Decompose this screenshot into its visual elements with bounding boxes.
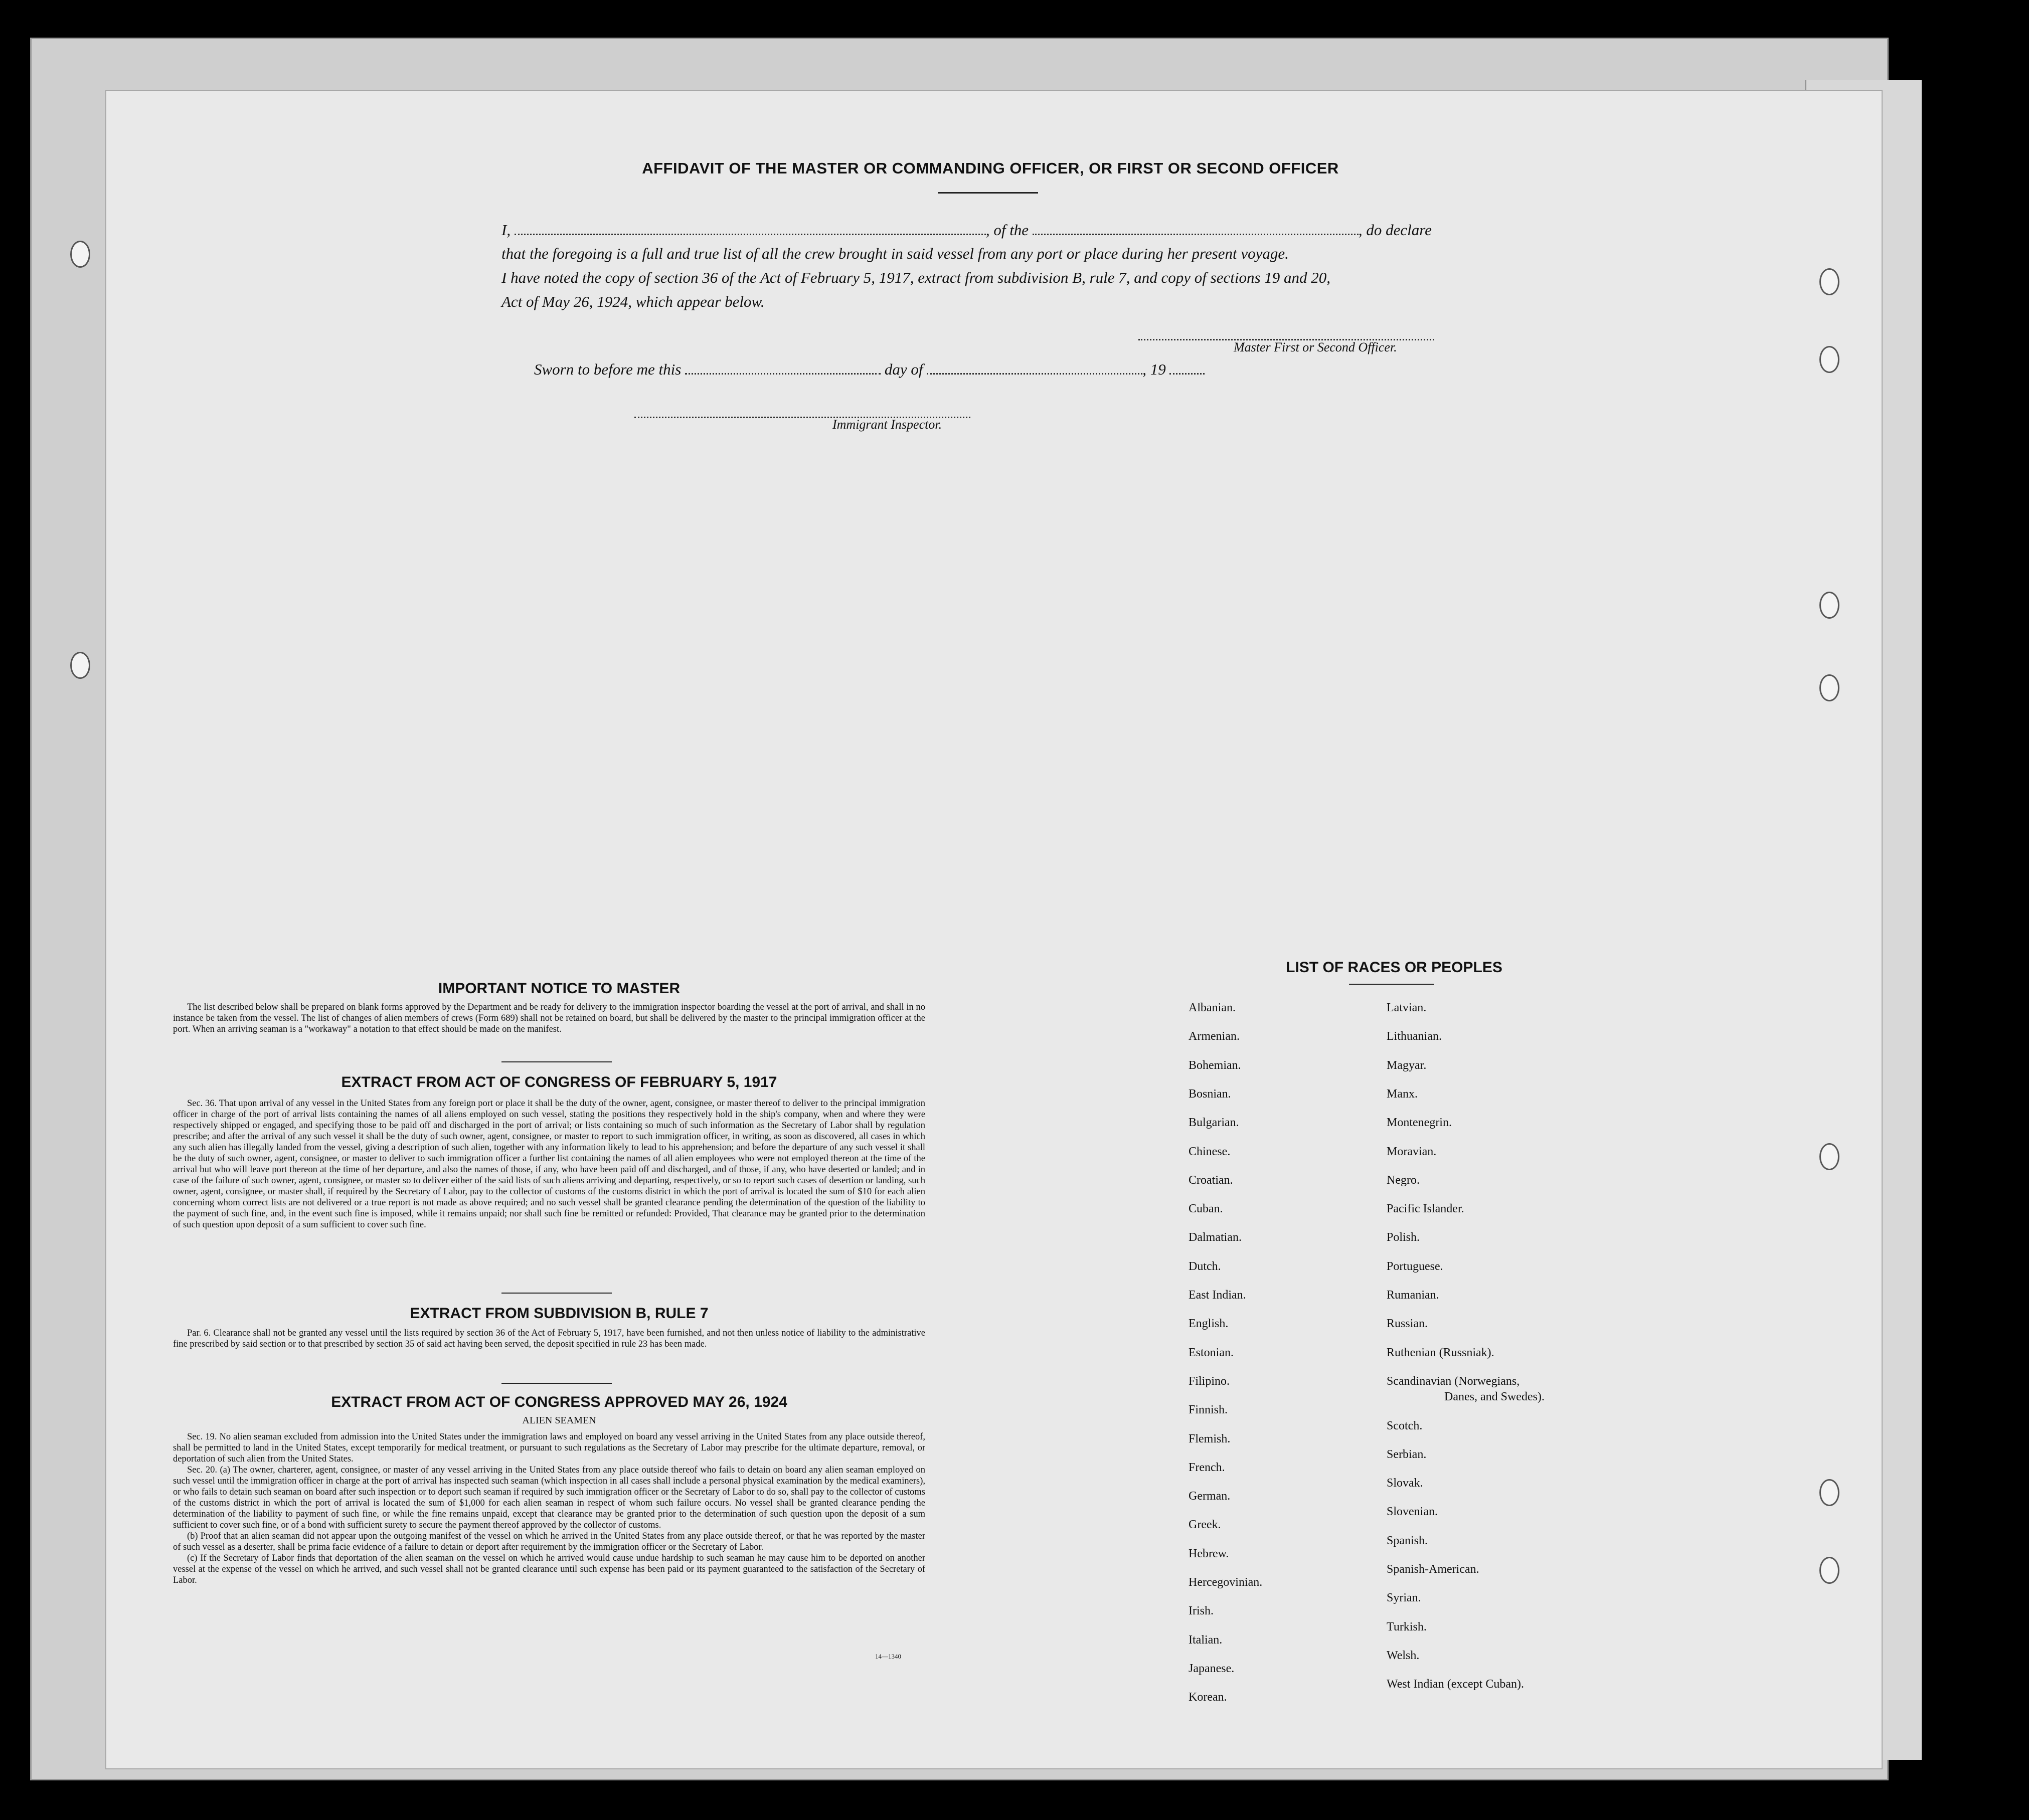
section-rule xyxy=(501,1383,612,1384)
race-item: Serbian. xyxy=(1387,1447,1427,1461)
punch-hole xyxy=(1819,592,1839,619)
notice-paragraph: The list described below shall be prepared on blank forms approved by the Department and be ready for delivery to the immigration inspector boarding the vessel at the port of arrival, and shall in no instance be taken from the vessel. The list of changes of alien members of crews (Form 689) shall not be retained on board, but shall be delivered by the master to the principal immigration officer at the port. When an arriving seaman is a "workaway" a notation to that effect should be made on the manifest. xyxy=(173,1002,925,1034)
sworn-label: Sworn to before me this xyxy=(534,360,682,378)
title-rule xyxy=(938,192,1038,194)
extract-rule7-title: EXTRACT FROM SUBDIVISION B, RULE 7 xyxy=(410,1305,709,1322)
extract-rule7-body xyxy=(173,1328,925,1350)
sworn-year-field[interactable] xyxy=(1169,360,1205,375)
race-item: East Indian. xyxy=(1189,1289,1246,1302)
race-item: Turkish. xyxy=(1387,1620,1427,1633)
race-item: Greek. xyxy=(1189,1518,1221,1532)
race-item: Filipino. xyxy=(1189,1374,1230,1388)
race-item: Scandinavian (Norwegians, xyxy=(1387,1374,1520,1388)
day-of-label: day of xyxy=(884,360,923,378)
race-item: English. xyxy=(1189,1317,1229,1331)
affidavit-line-4: Act of May 26, 1924, which appear below. xyxy=(501,293,765,310)
extract-1924-title: EXTRACT FROM ACT OF CONGRESS APPROVED MAY 26, 1924 xyxy=(331,1394,787,1410)
master-signature-label: Master First or Second Officer. xyxy=(1234,340,1397,354)
form-number: 14—1340 xyxy=(875,1653,901,1660)
race-item: Portuguese. xyxy=(1387,1259,1443,1273)
affidavit-line-3: I have noted the copy of section 36 of the Act of February 5, 1917, extract from subdivision B, rule 7, and copy of sections 19 and 20, xyxy=(501,269,1331,286)
sec-19-paragraph: Sec. 19. No alien seaman excluded from admission into the United States under the immigration laws and employed on board any vessel arriving in the United States from any place outside thereof, shall be permitted to land in the United States, except temporarily for medical treatment, or pursuant to such regulations as the Secretary of Labor may prescribe for the ultimate departure, removal, or deportation of such alien from the United States. xyxy=(173,1432,925,1464)
race-item: Russian. xyxy=(1387,1317,1428,1331)
sec-20b-paragraph: (b) Proof that an alien seaman did not appear upon the outgoing manifest of the vessel on which he arrived in the United States from any place outside thereof, or that he was reported by the master of such vessel as a deserter, shall be prima facie evidence of a failure to detain or deport after requirement by the immigration officer or the Secretary of Labor. xyxy=(173,1531,925,1552)
inspector-signature-field[interactable] xyxy=(634,404,970,418)
vessel-field[interactable] xyxy=(1033,221,1359,235)
notice-title: IMPORTANT NOTICE TO MASTER xyxy=(438,980,681,997)
sworn-day-field[interactable] xyxy=(685,360,881,375)
of-the-label: , of the xyxy=(985,221,1029,239)
race-item: Albanian. xyxy=(1189,1001,1236,1014)
sworn-line xyxy=(534,360,1205,379)
i-label: I, xyxy=(501,221,511,239)
punch-hole xyxy=(1819,1479,1839,1506)
notice-body xyxy=(173,1002,925,1035)
sworn-month-field[interactable] xyxy=(927,360,1142,375)
race-item: Manx. xyxy=(1387,1087,1418,1101)
race-item: Japanese. xyxy=(1189,1662,1235,1675)
extract-1917-title: EXTRACT FROM ACT OF CONGRESS OF FEBRUARY 5, 1917 xyxy=(341,1074,777,1090)
races-title-rule xyxy=(1349,984,1434,985)
race-item: West Indian (except Cuban). xyxy=(1387,1678,1524,1691)
race-item: Dalmatian. xyxy=(1189,1231,1242,1244)
punch-hole xyxy=(1819,268,1839,295)
punch-hole xyxy=(1819,674,1839,701)
sec-20a-paragraph: Sec. 20. (a) The owner, charterer, agent, consignee, or master of any vessel arriving in the United States from any place outside thereof who fails to detain on board any alien seaman employed on such vessel until the immigration officer in charge at the port of arrival has inspected such seaman (which inspection in all cases shall include a personal physical examination by the medical examiners), or who fails to detain such seaman on board after such inspection or to deport such seaman if required by such immigration officer or the Secretary of Labor to do so, shall pay to the collector of customs of the customs district in which the port of arrival is located the sum of $1,000 for each alien seaman in respect of whom such failure occurs. No vessel shall be granted clearance pending the determination of the liability to payment of such fine, or while the fine remains unpaid, except that clearance may be granted prior to the determination of such question upon the deposit of a sum sufficient to cover such fine, or of a bond with sufficient surety to secure the payment thereof approved by the collector of customs. xyxy=(173,1465,925,1530)
race-item: Rumanian. xyxy=(1387,1289,1439,1302)
race-item: Flemish. xyxy=(1189,1432,1231,1445)
race-item: German. xyxy=(1189,1490,1231,1503)
race-item: Irish. xyxy=(1189,1604,1214,1618)
year-label: , 19 xyxy=(1142,360,1166,378)
extract-1917-body xyxy=(173,1098,925,1230)
race-item: Montenegrin. xyxy=(1387,1116,1452,1130)
race-item: Scotch. xyxy=(1387,1419,1423,1432)
race-item: Finnish. xyxy=(1189,1403,1228,1417)
extract-1924-subtitle: ALIEN SEAMEN xyxy=(522,1415,596,1426)
section-rule xyxy=(501,1061,612,1062)
race-item: Slovenian. xyxy=(1387,1505,1438,1519)
sec-36-paragraph: Sec. 36. That upon arrival of any vessel in the United States from any foreign port or place it shall be the duty of the owner, agent, consignee, or master thereof to deliver to the principal immigration officer in charge of the port of arrival lists containing the names of all aliens employed on such vessel, stating the positions they respectively hold in the ship's company, when and where they were respectively shipped or engaged, and specifying those to be paid off and discharged in the port of arrival; or lists containing so much of such information as the Secretary of Labor shall by regulation prescribe; and after the arrival of any such vessel it shall be the duty of such owner, agent, consignee, or master to report to such immigration officer, in writing, as soon as discovered, all cases in which any such alien has illegally landed from the vessel, giving a description of such alien, together with any information likely to lead to his apprehension; and before the departure of any such vessel it shall be the duty of such owner, agent, consignee, or master to deliver to such immigration officer a further list containing the names of all alien employees who were not employed thereon at the time of the arrival but who will leave port thereon at the time of her departure, and also the names of those, if any, who have been paid off and discharged, and of those, if any, who have deserted or landed; and in case of the failure of such owner, agent, consignee, or master so to deliver either of the said lists of such aliens arriving and departing, respectively, or so to report such cases of desertion or landing, such owner, agent, consignee, or master shall, if required by the Secretary of Labor, pay to the collector of customs of the customs district in which the port of arrival is located the sum of $10 for each alien concerning whom correct lists are not delivered or a true report is not made as above required; and no such vessel shall be granted clearance pending the determination of the question of the liability to the payment of such fine, and, in the event such fine is imposed, while it remains unpaid; nor shall such fine be remitted or refunded: Provided, That clearance may be granted prior to the determination of such question upon deposit of a sum sufficient to cover such fine. xyxy=(173,1099,925,1230)
inspector-label: Immigrant Inspector. xyxy=(832,417,942,432)
race-item: Bosnian. xyxy=(1189,1087,1231,1101)
race-item: Danes, and Swedes). xyxy=(1444,1390,1545,1404)
punch-hole xyxy=(70,241,90,268)
race-item: Estonian. xyxy=(1189,1346,1234,1359)
affidavit-line-2: that the foregoing is a full and true list of all the crew brought in said vessel from any port or place during her present voyage. xyxy=(501,245,1289,262)
race-item: Cuban. xyxy=(1189,1202,1223,1216)
race-item: Polish. xyxy=(1387,1231,1420,1244)
race-item: Spanish. xyxy=(1387,1534,1428,1547)
race-item: Hercegovinian. xyxy=(1189,1576,1263,1589)
punch-hole xyxy=(1819,346,1839,373)
race-item: French. xyxy=(1189,1461,1225,1474)
race-item: Lithuanian. xyxy=(1387,1030,1442,1043)
race-item: Moravian. xyxy=(1387,1145,1437,1158)
race-item: Croatian. xyxy=(1189,1173,1233,1187)
punch-hole xyxy=(1819,1143,1839,1170)
race-item: Pacific Islander. xyxy=(1387,1202,1464,1216)
race-item: Ruthenian (Russniak). xyxy=(1387,1346,1494,1359)
race-item: Chinese. xyxy=(1189,1145,1231,1158)
race-item: Latvian. xyxy=(1387,1001,1427,1014)
punch-hole xyxy=(1819,1557,1839,1584)
race-item: Italian. xyxy=(1189,1633,1223,1647)
race-item: Bohemian. xyxy=(1189,1058,1241,1072)
race-item: Dutch. xyxy=(1189,1259,1221,1273)
race-item: Negro. xyxy=(1387,1173,1420,1187)
race-item: Syrian. xyxy=(1387,1591,1421,1605)
do-declare-label: , do declare xyxy=(1358,221,1432,239)
master-signature-field[interactable] xyxy=(1138,326,1434,340)
affidavit-line-1 xyxy=(501,221,1432,239)
extract-1924-body xyxy=(173,1431,925,1586)
race-item: Spanish-American. xyxy=(1387,1563,1479,1576)
race-item: Hebrew. xyxy=(1189,1547,1229,1560)
race-item: Bulgarian. xyxy=(1189,1116,1239,1130)
section-rule xyxy=(501,1293,612,1294)
races-title: LIST OF RACES OR PEOPLES xyxy=(1286,959,1502,976)
punch-hole xyxy=(70,652,90,679)
name-field[interactable] xyxy=(515,221,986,235)
par-6-paragraph: Par. 6. Clearance shall not be granted any vessel until the lists required by section 36 of the Act of February 5, 1917, have been furnished, and not then unless notice of liability to the administrative fine prescribed by said section or to that prescribed by section 35 of said act having been served, the deposit specified in rule 23 has been made. xyxy=(173,1328,925,1349)
race-item: Magyar. xyxy=(1387,1058,1427,1072)
race-item: Slovak. xyxy=(1387,1477,1423,1490)
race-item: Korean. xyxy=(1189,1691,1227,1704)
race-item: Welsh. xyxy=(1387,1649,1420,1662)
affidavit-title: AFFIDAVIT OF THE MASTER OR COMMANDING OFFICER, OR FIRST OR SECOND OFFICER xyxy=(642,159,1339,177)
race-item: Armenian. xyxy=(1189,1030,1240,1043)
sec-20c-paragraph: (c) If the Secretary of Labor finds that deportation of the alien seaman on the vessel on which he arrived would cause undue hardship to such seaman he may cause him to be deported on another vessel at the expense of the vessel on which he arrived, and such vessel shall not be granted clearance until such expense has been paid or its payment guaranteed to the satisfaction of the Secretary of Labor. xyxy=(173,1553,925,1585)
